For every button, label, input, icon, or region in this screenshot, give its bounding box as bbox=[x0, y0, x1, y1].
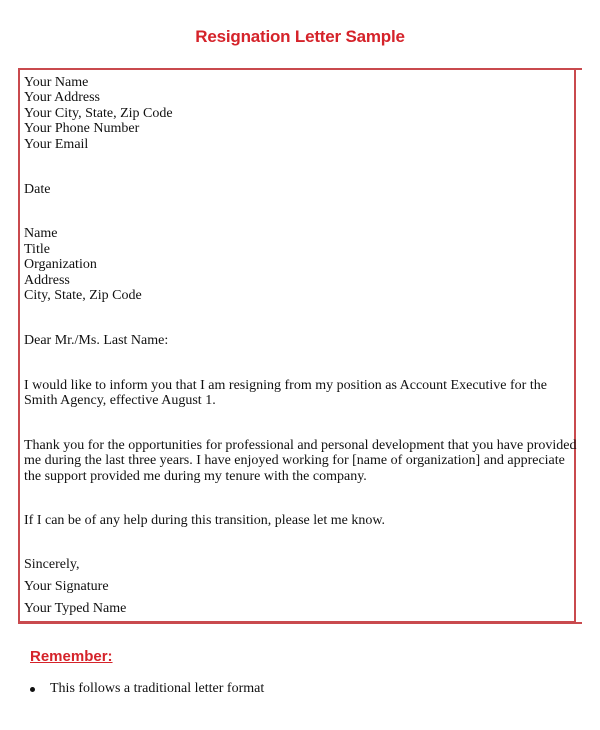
paragraph-resignation: I would like to inform you that I am resigning from my position as Account Executive for the Smith Agency, effective August 1. bbox=[24, 377, 547, 409]
recipient-address: Address bbox=[24, 272, 70, 288]
bullet-icon bbox=[30, 687, 35, 692]
recipient-name: Name bbox=[24, 226, 58, 242]
sender-block bbox=[24, 75, 580, 152]
sender-name: Your Name bbox=[24, 75, 89, 90]
spacer bbox=[24, 528, 580, 554]
list-item bbox=[30, 681, 264, 697]
list-item-text: This follows a traditional letter format bbox=[50, 681, 265, 696]
spacer bbox=[24, 349, 580, 378]
sign-off: Sincerely, bbox=[24, 557, 80, 573]
spacer bbox=[24, 484, 580, 513]
signature: Your Signature bbox=[24, 579, 109, 595]
remember-heading: Remember: bbox=[30, 648, 113, 665]
frame-bottom-rule bbox=[18, 622, 582, 624]
spacer bbox=[24, 409, 580, 438]
recipient-title: Title bbox=[24, 241, 50, 257]
sender-phone: Your Phone Number bbox=[24, 121, 140, 137]
typed-name: Your Typed Name bbox=[24, 601, 127, 617]
recipient-block bbox=[24, 226, 580, 303]
letter-body bbox=[24, 75, 580, 620]
paragraph-thanks: Thank you for the opportunities for professional and personal development that you have provided me during the last three years. I have enjoyed working for [name of organization] and appreciate the support provided me during my tenure with the company. bbox=[24, 437, 577, 484]
spacer bbox=[24, 152, 580, 182]
recipient-organization: Organization bbox=[24, 257, 97, 273]
spacer bbox=[24, 303, 580, 333]
page-title: Resignation Letter Sample bbox=[195, 27, 405, 46]
letter-date: Date bbox=[24, 182, 51, 198]
sender-address: Your Address bbox=[24, 90, 100, 106]
salutation: Dear Mr./Ms. Last Name: bbox=[24, 333, 169, 349]
spacer bbox=[24, 197, 580, 226]
sender-city-state-zip: Your City, State, Zip Code bbox=[24, 105, 173, 121]
recipient-city-state-zip: City, State, Zip Code bbox=[24, 288, 142, 304]
remember-list bbox=[30, 681, 264, 697]
closing-block bbox=[24, 554, 580, 620]
sender-email: Your Email bbox=[24, 136, 89, 152]
frame-top-rule bbox=[574, 68, 582, 70]
paragraph-help: If I can be of any help during this transition, please let me know. bbox=[24, 512, 386, 528]
